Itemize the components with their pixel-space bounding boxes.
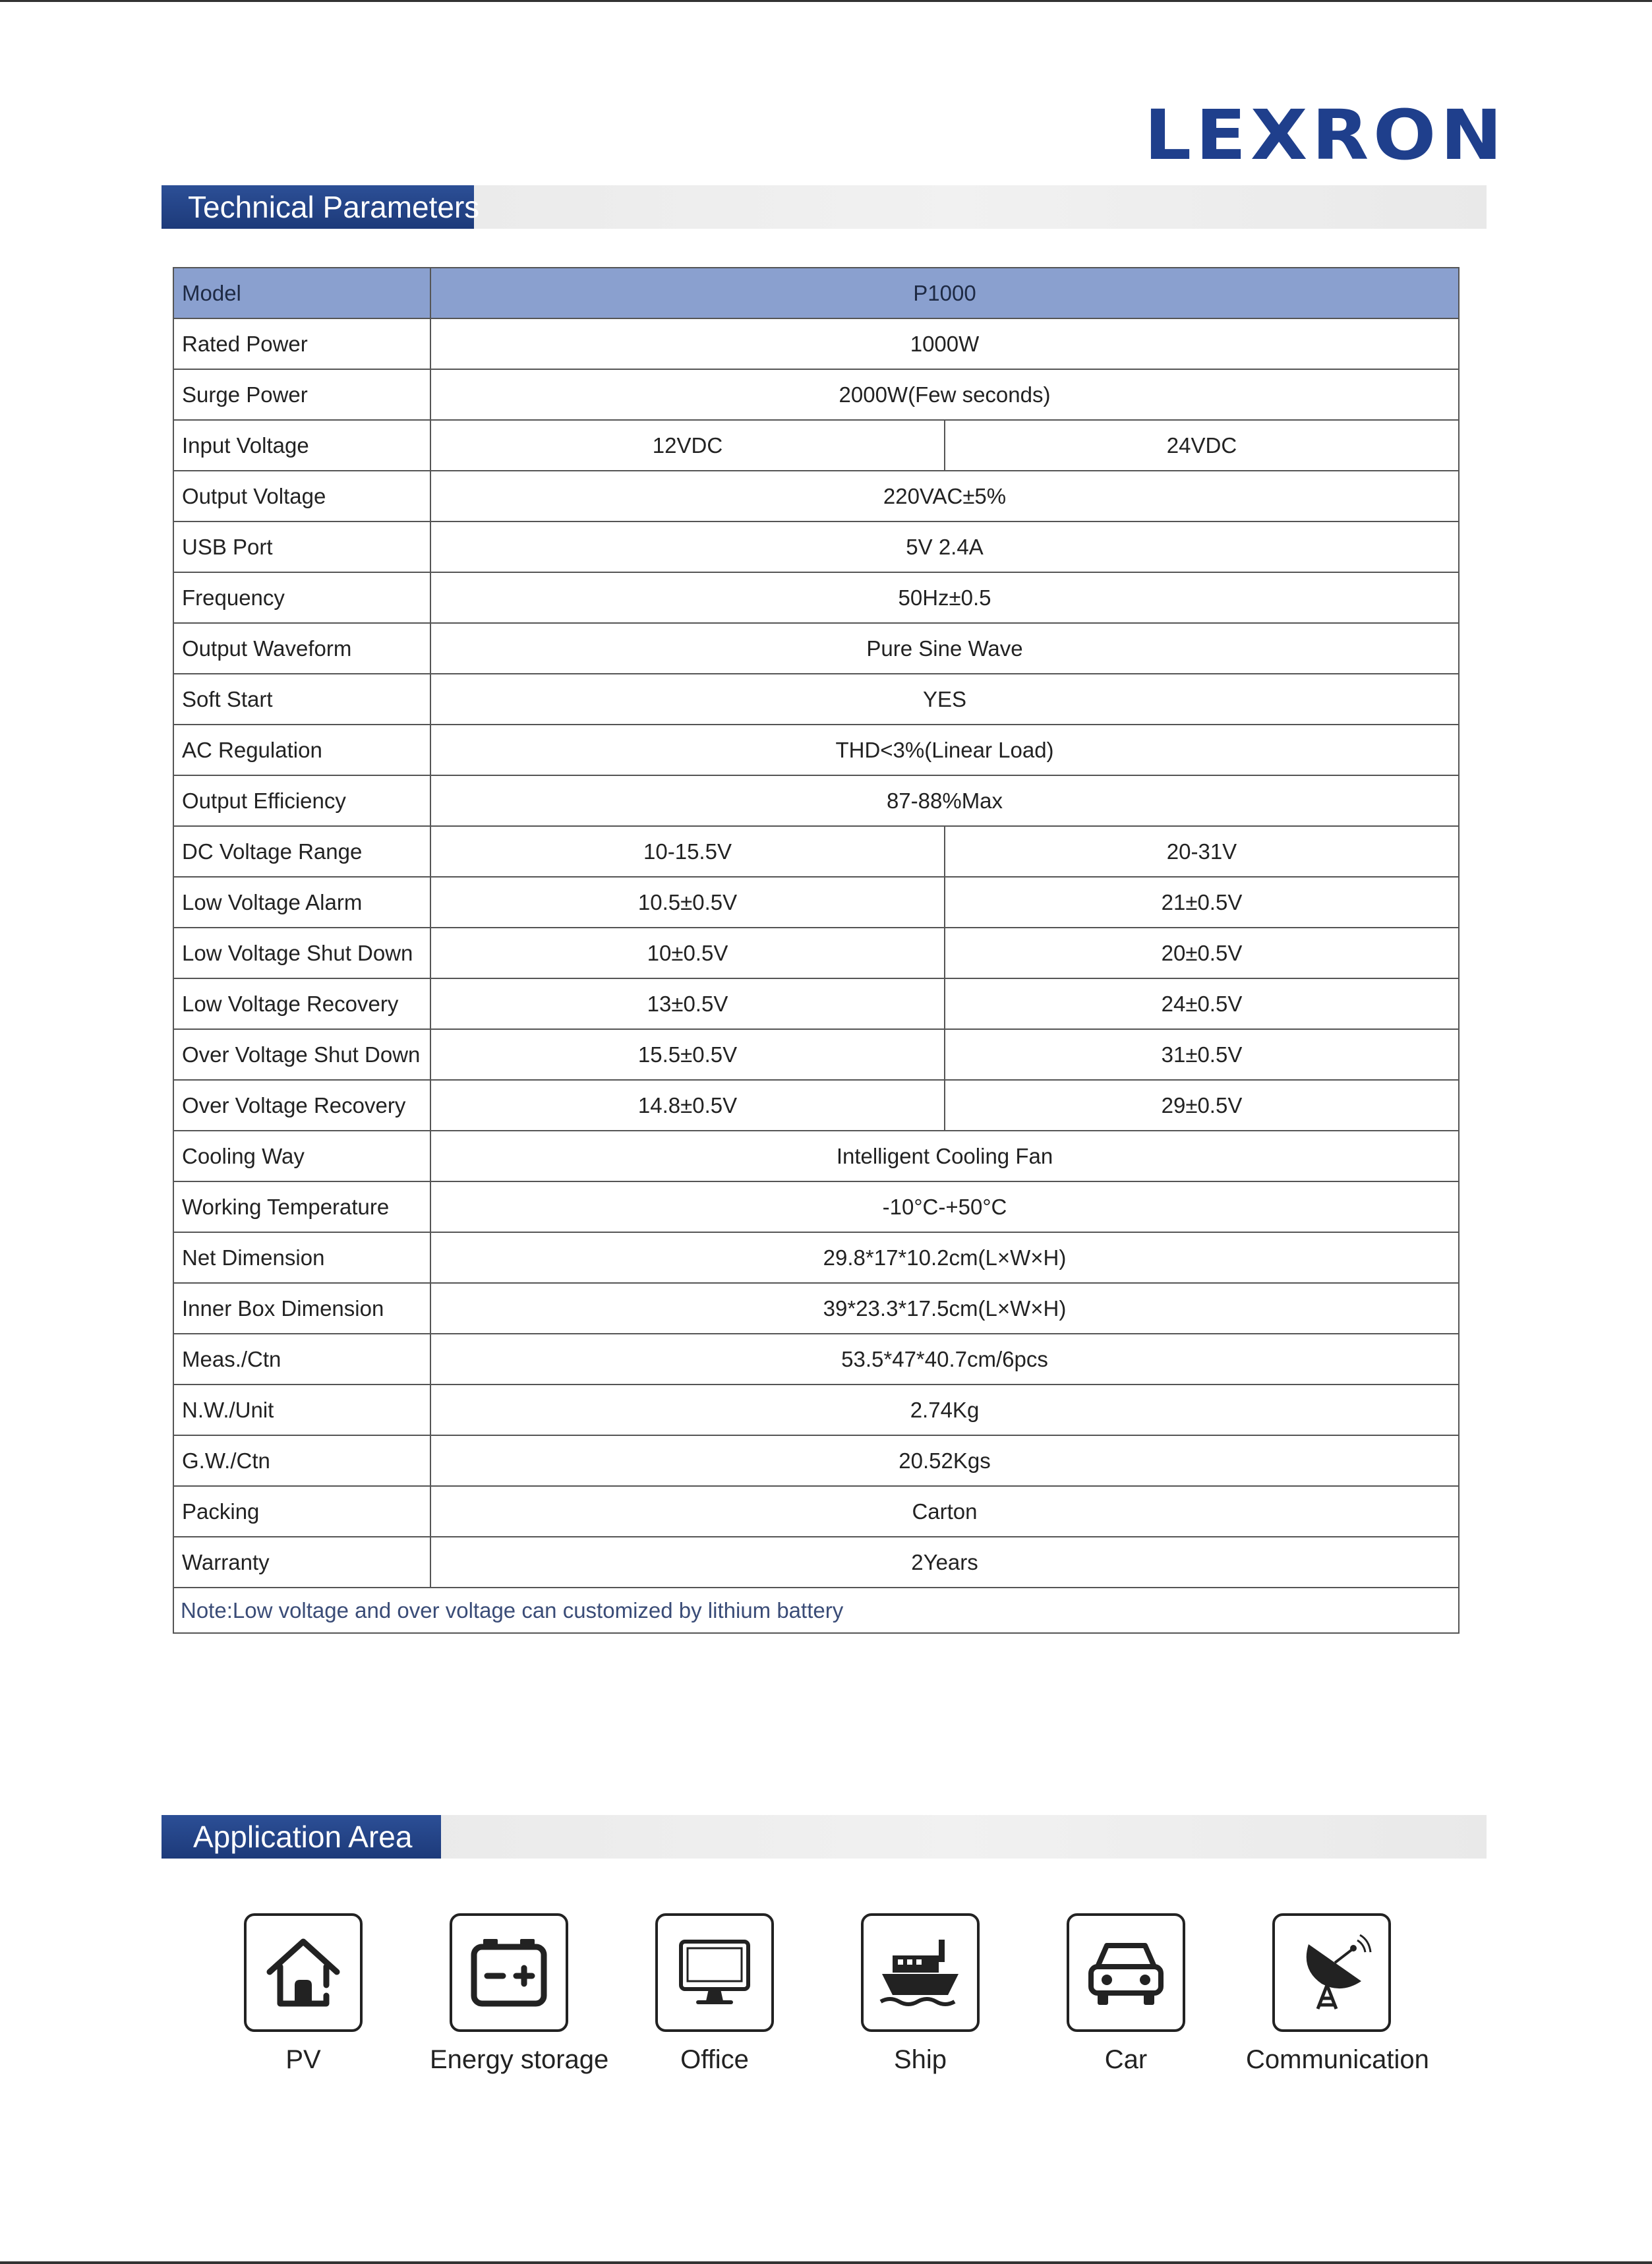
application-pv	[244, 1913, 442, 2091]
table-row	[173, 1435, 1459, 1486]
param-value: 2.74Kg	[430, 1385, 1459, 1435]
header-model-value: P1000	[430, 268, 1459, 318]
param-value: 5V 2.4A	[430, 521, 1459, 572]
param-value: THD<3%(Linear Load)	[430, 725, 1459, 775]
application-energy-storage	[430, 1913, 647, 2091]
param-value-12v: 14.8±0.5V	[430, 1080, 945, 1131]
section-title-technical-parameters: Technical Parameters	[162, 185, 474, 229]
param-label: N.W./Unit	[173, 1385, 430, 1435]
application-label: Communication	[1246, 2045, 1429, 2074]
application-ship	[861, 1913, 1059, 2091]
satellite-dish-icon	[1272, 1913, 1391, 2032]
house-icon	[244, 1913, 363, 2032]
header-label: Model	[173, 268, 430, 318]
table-row	[173, 877, 1459, 928]
param-label: Packing	[173, 1486, 430, 1537]
param-value-24v: 29±0.5V	[945, 1080, 1459, 1131]
param-value: 50Hz±0.5	[430, 572, 1459, 623]
param-value-12v: 10.5±0.5V	[430, 877, 945, 928]
table-row	[173, 471, 1459, 521]
param-value: 2000W(Few seconds)	[430, 369, 1459, 420]
table-row	[173, 369, 1459, 420]
param-label: Warranty	[173, 1537, 430, 1588]
lexron-logo: LEXRON	[1144, 95, 1507, 175]
param-value-24v: 24VDC	[945, 420, 1459, 471]
table-row	[173, 826, 1459, 877]
table-row	[173, 1131, 1459, 1181]
param-label: Low Voltage Recovery	[173, 978, 430, 1029]
application-office	[655, 1913, 853, 2091]
technical-parameters-table	[173, 267, 1460, 1634]
application-label: PV	[285, 2045, 321, 2074]
param-value: 220VAC±5%	[430, 471, 1459, 521]
table-row	[173, 1334, 1459, 1385]
param-label: Over Voltage Recovery	[173, 1080, 430, 1131]
table-row	[173, 978, 1459, 1029]
param-value: Intelligent Cooling Fan	[430, 1131, 1459, 1181]
table-row	[173, 1537, 1459, 1588]
param-value-12v: 12VDC	[430, 420, 945, 471]
table-row	[173, 1486, 1459, 1537]
table-row	[173, 420, 1459, 471]
param-value: -10°C-+50°C	[430, 1181, 1459, 1232]
param-label: Output Voltage	[173, 471, 430, 521]
table-row	[173, 1080, 1459, 1131]
top-border	[0, 0, 1652, 2]
param-label: Rated Power	[173, 318, 430, 369]
param-value-24v: 20±0.5V	[945, 928, 1459, 978]
param-label: Meas./Ctn	[173, 1334, 430, 1385]
param-label: Over Voltage Shut Down	[173, 1029, 430, 1080]
param-value-12v: 10-15.5V	[430, 826, 945, 877]
table-row	[173, 725, 1459, 775]
bottom-border	[0, 2261, 1652, 2264]
section-title-application-area: Application Area	[162, 1815, 441, 1859]
param-label: DC Voltage Range	[173, 826, 430, 877]
table-header-row	[173, 268, 1459, 318]
param-value-24v: 31±0.5V	[945, 1029, 1459, 1080]
application-car	[1067, 1913, 1264, 2091]
table-row	[173, 318, 1459, 369]
technical-parameters-bar	[162, 185, 1487, 229]
param-value: 29.8*17*10.2cm(L×W×H)	[430, 1232, 1459, 1283]
table-row	[173, 521, 1459, 572]
table-row	[173, 1181, 1459, 1232]
param-value-24v: 21±0.5V	[945, 877, 1459, 928]
param-value: 1000W	[430, 318, 1459, 369]
ship-icon	[861, 1913, 980, 2032]
table-row	[173, 1385, 1459, 1435]
param-label: Frequency	[173, 572, 430, 623]
param-value: Carton	[430, 1486, 1459, 1537]
application-label: Car	[1104, 2045, 1148, 2074]
param-label: Low Voltage Shut Down	[173, 928, 430, 978]
param-value: 39*23.3*17.5cm(L×W×H)	[430, 1283, 1459, 1334]
table-row	[173, 1232, 1459, 1283]
table-row	[173, 1029, 1459, 1080]
param-value: 2Years	[430, 1537, 1459, 1588]
table-row	[173, 572, 1459, 623]
application-label: Office	[680, 2045, 749, 2074]
param-value: YES	[430, 674, 1459, 725]
battery-icon	[450, 1913, 568, 2032]
application-area-bar	[162, 1815, 1487, 1859]
param-value-12v: 13±0.5V	[430, 978, 945, 1029]
param-value-24v: 24±0.5V	[945, 978, 1459, 1029]
table-note-row	[173, 1588, 1459, 1633]
param-label: Inner Box Dimension	[173, 1283, 430, 1334]
param-value: 87-88%Max	[430, 775, 1459, 826]
param-label: Net Dimension	[173, 1232, 430, 1283]
param-value: 53.5*47*40.7cm/6pcs	[430, 1334, 1459, 1385]
car-icon	[1067, 1913, 1185, 2032]
param-label: Input Voltage	[173, 420, 430, 471]
param-label: Surge Power	[173, 369, 430, 420]
param-label: AC Regulation	[173, 725, 430, 775]
param-label: Output Efficiency	[173, 775, 430, 826]
table-row	[173, 775, 1459, 826]
table-row	[173, 1283, 1459, 1334]
application-communication	[1246, 1913, 1470, 2091]
param-label: Working Temperature	[173, 1181, 430, 1232]
param-label: Output Waveform	[173, 623, 430, 674]
param-label: USB Port	[173, 521, 430, 572]
table-row	[173, 623, 1459, 674]
table-row	[173, 928, 1459, 978]
param-label: Cooling Way	[173, 1131, 430, 1181]
table-note: Note:Low voltage and over voltage can customized by lithium battery	[173, 1588, 1459, 1633]
param-label: Low Voltage Alarm	[173, 877, 430, 928]
param-value: 20.52Kgs	[430, 1435, 1459, 1486]
table-row	[173, 674, 1459, 725]
param-value-24v: 20-31V	[945, 826, 1459, 877]
param-value-12v: 10±0.5V	[430, 928, 945, 978]
param-value-12v: 15.5±0.5V	[430, 1029, 945, 1080]
param-label: Soft Start	[173, 674, 430, 725]
monitor-icon	[655, 1913, 774, 2032]
param-label: G.W./Ctn	[173, 1435, 430, 1486]
application-label: Ship	[893, 2045, 947, 2074]
param-value: Pure Sine Wave	[430, 623, 1459, 674]
application-label: Energy storage	[430, 2045, 609, 2074]
